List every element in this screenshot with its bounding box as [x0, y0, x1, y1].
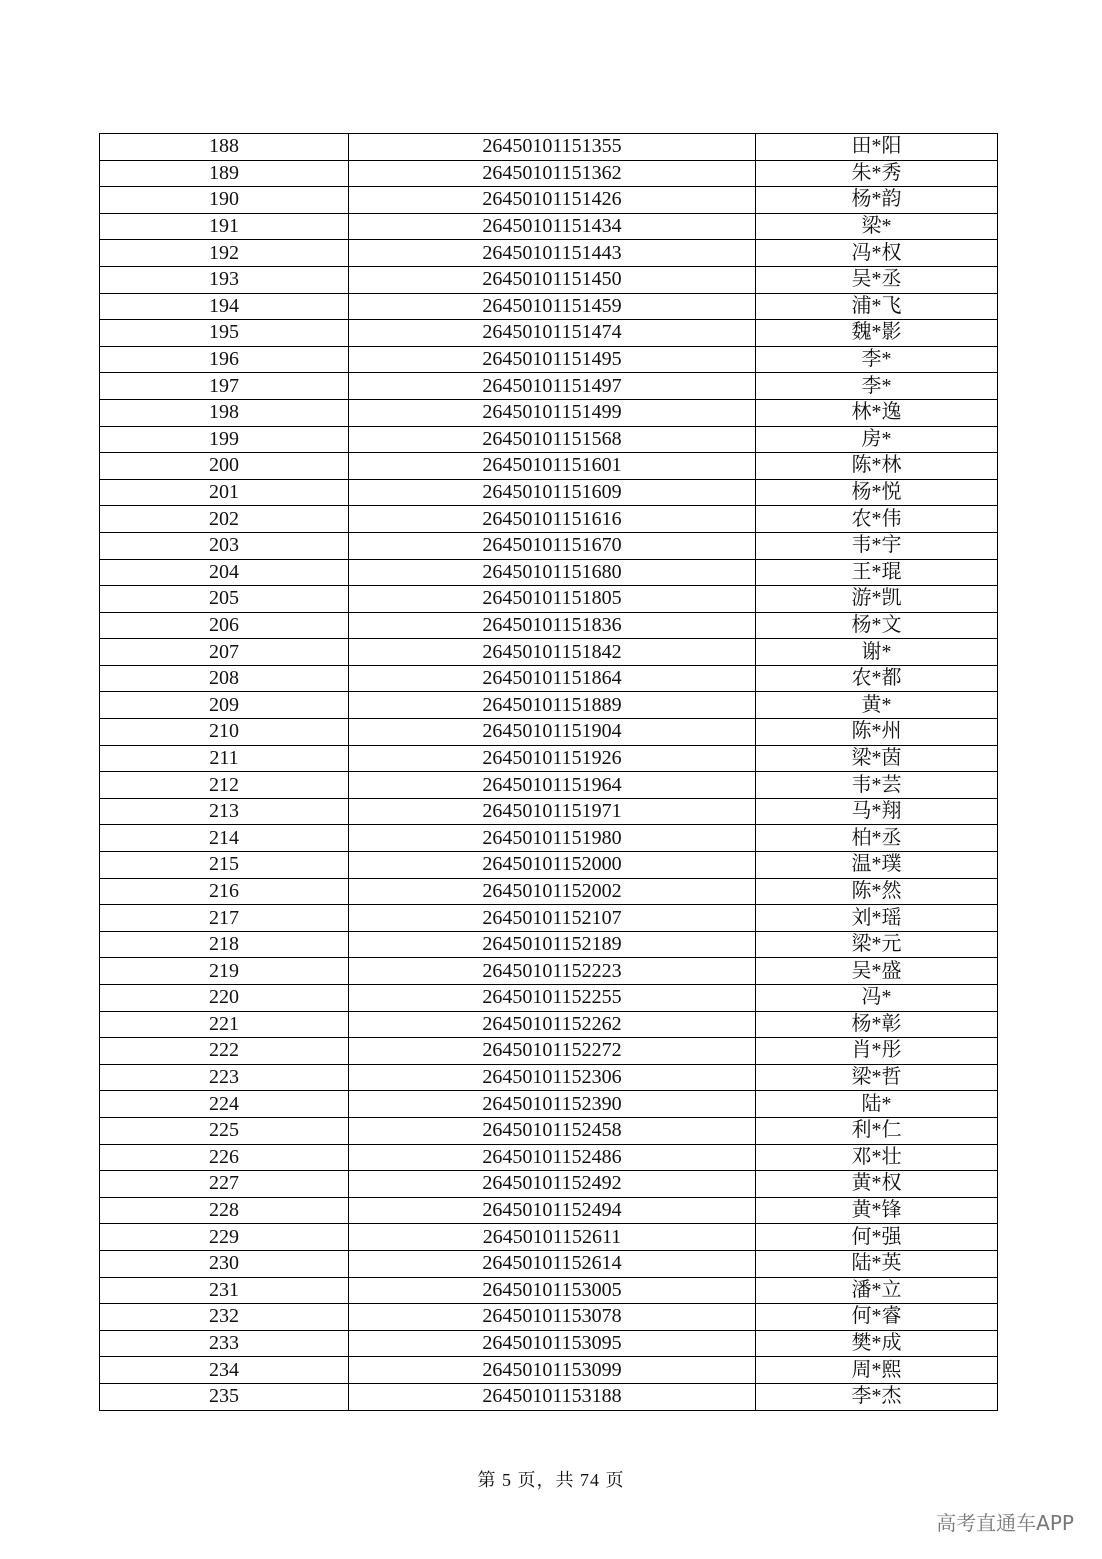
- candidate-name-cell: 吴*丞: [756, 266, 998, 293]
- candidate-name-cell: 邓*壮: [756, 1144, 998, 1171]
- table-row: [100, 931, 998, 958]
- table-row: [100, 905, 998, 932]
- candidate-id-cell: 26450101152306: [349, 1064, 756, 1091]
- table-row: [100, 745, 998, 772]
- candidate-name-cell: 马*翔: [756, 798, 998, 825]
- row-number-cell: 220: [100, 985, 349, 1012]
- app-watermark: 高考直通车APP: [936, 1511, 1074, 1535]
- table-row: [100, 772, 998, 799]
- table-row: [100, 665, 998, 692]
- candidate-id-cell: 26450101151805: [349, 586, 756, 613]
- candidate-name-cell: 梁*: [756, 213, 998, 240]
- candidate-id-cell: 26450101152189: [349, 931, 756, 958]
- row-number-cell: 214: [100, 825, 349, 852]
- candidate-name-cell: 吴*盛: [756, 958, 998, 985]
- row-number-cell: 219: [100, 958, 349, 985]
- candidate-name-cell: 李*: [756, 346, 998, 373]
- candidate-name-cell: 刘*瑶: [756, 905, 998, 932]
- table-row: [100, 559, 998, 586]
- candidate-id-cell: 26450101153095: [349, 1330, 756, 1357]
- candidate-name-cell: 黄*锋: [756, 1197, 998, 1224]
- table-row: [100, 187, 998, 214]
- page-number-footer: 第 5 页，共 74 页: [477, 1470, 625, 1490]
- candidate-name-cell: 梁*元: [756, 931, 998, 958]
- candidate-id-cell: 26450101152272: [349, 1038, 756, 1065]
- candidate-id-cell: 26450101151926: [349, 745, 756, 772]
- row-number-cell: 231: [100, 1277, 349, 1304]
- row-number-cell: 196: [100, 346, 349, 373]
- table-row: [100, 426, 998, 453]
- candidate-id-cell: 26450101151355: [349, 134, 756, 161]
- table-row: [100, 985, 998, 1012]
- candidate-id-cell: 26450101151670: [349, 532, 756, 559]
- table-row: [100, 692, 998, 719]
- candidate-id-cell: 26450101152611: [349, 1224, 756, 1251]
- table-row: [100, 878, 998, 905]
- candidate-name-cell: 梁*哲: [756, 1064, 998, 1091]
- candidate-id-cell: 26450101153099: [349, 1357, 756, 1384]
- row-number-cell: 195: [100, 320, 349, 347]
- candidate-name-cell: 柏*丞: [756, 825, 998, 852]
- table-row: [100, 825, 998, 852]
- row-number-cell: 230: [100, 1250, 349, 1277]
- candidate-id-cell: 26450101151426: [349, 187, 756, 214]
- table-row: [100, 1064, 998, 1091]
- candidate-name-cell: 黄*权: [756, 1171, 998, 1198]
- candidate-id-cell: 26450101152223: [349, 958, 756, 985]
- candidate-id-cell: 26450101151474: [349, 320, 756, 347]
- table-row: [100, 320, 998, 347]
- row-number-cell: 190: [100, 187, 349, 214]
- candidate-id-cell: 26450101151499: [349, 399, 756, 426]
- table-row: [100, 1224, 998, 1251]
- candidate-name-cell: 樊*成: [756, 1330, 998, 1357]
- candidate-id-cell: 26450101151601: [349, 453, 756, 480]
- table-row: [100, 1144, 998, 1171]
- row-number-cell: 199: [100, 426, 349, 453]
- table-row: [100, 293, 998, 320]
- row-number-cell: 232: [100, 1304, 349, 1331]
- row-number-cell: 222: [100, 1038, 349, 1065]
- candidate-id-cell: 26450101152255: [349, 985, 756, 1012]
- table-row: [100, 532, 998, 559]
- candidate-name-cell: 林*逸: [756, 399, 998, 426]
- candidate-id-cell: 26450101152390: [349, 1091, 756, 1118]
- candidate-name-cell: 冯*权: [756, 240, 998, 267]
- candidate-name-cell: 杨*韵: [756, 187, 998, 214]
- candidate-name-cell: 温*璞: [756, 852, 998, 879]
- row-number-cell: 221: [100, 1011, 349, 1038]
- candidate-id-cell: 26450101151568: [349, 426, 756, 453]
- candidate-id-cell: 26450101151434: [349, 213, 756, 240]
- candidate-id-cell: 26450101151497: [349, 373, 756, 400]
- row-number-cell: 217: [100, 905, 349, 932]
- row-number-cell: 205: [100, 586, 349, 613]
- row-number-cell: 202: [100, 506, 349, 533]
- candidate-name-cell: 何*睿: [756, 1304, 998, 1331]
- table-row: [100, 1277, 998, 1304]
- candidate-id-cell: 26450101152492: [349, 1171, 756, 1198]
- row-number-cell: 218: [100, 931, 349, 958]
- candidate-id-cell: 26450101151609: [349, 479, 756, 506]
- row-number-cell: 191: [100, 213, 349, 240]
- candidate-id-cell: 26450101151450: [349, 266, 756, 293]
- candidate-id-cell: 26450101151889: [349, 692, 756, 719]
- row-number-cell: 209: [100, 692, 349, 719]
- row-number-cell: 203: [100, 532, 349, 559]
- row-number-cell: 194: [100, 293, 349, 320]
- candidate-id-cell: 26450101151980: [349, 825, 756, 852]
- candidate-name-cell: 王*琨: [756, 559, 998, 586]
- row-number-cell: 188: [100, 134, 349, 161]
- candidate-id-cell: 26450101153078: [349, 1304, 756, 1331]
- row-number-cell: 207: [100, 639, 349, 666]
- table-row: [100, 134, 998, 161]
- candidate-name-cell: 韦*芸: [756, 772, 998, 799]
- table-row: [100, 1038, 998, 1065]
- row-number-cell: 189: [100, 160, 349, 187]
- row-number-cell: 197: [100, 373, 349, 400]
- candidate-id-cell: 26450101151964: [349, 772, 756, 799]
- table-row: [100, 1011, 998, 1038]
- candidate-name-cell: 游*凯: [756, 586, 998, 613]
- row-number-cell: 210: [100, 719, 349, 746]
- table-row: [100, 160, 998, 187]
- table-row: [100, 1197, 998, 1224]
- table-row: [100, 1383, 998, 1410]
- row-number-cell: 193: [100, 266, 349, 293]
- table-row: [100, 1117, 998, 1144]
- candidate-id-cell: 26450101152614: [349, 1250, 756, 1277]
- table-row: [100, 453, 998, 480]
- candidate-id-cell: 26450101153188: [349, 1383, 756, 1410]
- candidate-id-cell: 26450101151680: [349, 559, 756, 586]
- row-number-cell: 201: [100, 479, 349, 506]
- table-row: [100, 612, 998, 639]
- candidate-name-cell: 肖*彤: [756, 1038, 998, 1065]
- candidate-name-cell: 韦*宇: [756, 532, 998, 559]
- candidate-id-cell: 26450101151495: [349, 346, 756, 373]
- row-number-cell: 226: [100, 1144, 349, 1171]
- table-row: [100, 506, 998, 533]
- candidate-name-cell: 黄*: [756, 692, 998, 719]
- table-row: [100, 399, 998, 426]
- table-row: [100, 958, 998, 985]
- candidate-name-cell: 房*: [756, 426, 998, 453]
- row-number-cell: 204: [100, 559, 349, 586]
- row-number-cell: 234: [100, 1357, 349, 1384]
- row-number-cell: 228: [100, 1197, 349, 1224]
- table-row: [100, 1330, 998, 1357]
- candidate-name-cell: 陈*林: [756, 453, 998, 480]
- candidate-name-cell: 陆*英: [756, 1250, 998, 1277]
- candidate-id-cell: 26450101152262: [349, 1011, 756, 1038]
- candidate-name-cell: 陈*州: [756, 719, 998, 746]
- table-row: [100, 373, 998, 400]
- candidate-id-cell: 26450101152494: [349, 1197, 756, 1224]
- candidate-id-cell: 26450101152000: [349, 852, 756, 879]
- row-number-cell: 192: [100, 240, 349, 267]
- candidate-id-cell: 26450101152107: [349, 905, 756, 932]
- candidate-name-cell: 朱*秀: [756, 160, 998, 187]
- row-number-cell: 224: [100, 1091, 349, 1118]
- row-number-cell: 223: [100, 1064, 349, 1091]
- table-row: [100, 586, 998, 613]
- candidate-name-cell: 田*阳: [756, 134, 998, 161]
- roster-table-body: [100, 134, 998, 1411]
- row-number-cell: 206: [100, 612, 349, 639]
- row-number-cell: 212: [100, 772, 349, 799]
- candidate-name-cell: 陈*然: [756, 878, 998, 905]
- candidate-id-cell: 26450101151904: [349, 719, 756, 746]
- candidate-name-cell: 谢*: [756, 639, 998, 666]
- table-row: [100, 346, 998, 373]
- table-row: [100, 213, 998, 240]
- candidate-name-cell: 利*仁: [756, 1117, 998, 1144]
- candidate-name-cell: 杨*彰: [756, 1011, 998, 1038]
- roster-table-container: [99, 133, 997, 1411]
- candidate-name-cell: 潘*立: [756, 1277, 998, 1304]
- row-number-cell: 233: [100, 1330, 349, 1357]
- row-number-cell: 213: [100, 798, 349, 825]
- candidate-id-cell: 26450101151864: [349, 665, 756, 692]
- candidate-name-cell: 农*伟: [756, 506, 998, 533]
- row-number-cell: 208: [100, 665, 349, 692]
- table-row: [100, 1091, 998, 1118]
- row-number-cell: 215: [100, 852, 349, 879]
- roster-table: [99, 133, 998, 1411]
- table-row: [100, 719, 998, 746]
- candidate-name-cell: 农*都: [756, 665, 998, 692]
- candidate-name-cell: 李*: [756, 373, 998, 400]
- row-number-cell: 216: [100, 878, 349, 905]
- row-number-cell: 229: [100, 1224, 349, 1251]
- candidate-name-cell: 冯*: [756, 985, 998, 1012]
- candidate-name-cell: 杨*悦: [756, 479, 998, 506]
- candidate-id-cell: 26450101151971: [349, 798, 756, 825]
- candidate-name-cell: 浦*飞: [756, 293, 998, 320]
- candidate-id-cell: 26450101153005: [349, 1277, 756, 1304]
- table-row: [100, 1304, 998, 1331]
- candidate-name-cell: 周*熙: [756, 1357, 998, 1384]
- table-row: [100, 1357, 998, 1384]
- candidate-name-cell: 李*杰: [756, 1383, 998, 1410]
- table-row: [100, 266, 998, 293]
- row-number-cell: 227: [100, 1171, 349, 1198]
- table-row: [100, 798, 998, 825]
- table-row: [100, 639, 998, 666]
- candidate-id-cell: 26450101151842: [349, 639, 756, 666]
- candidate-id-cell: 26450101151443: [349, 240, 756, 267]
- row-number-cell: 225: [100, 1117, 349, 1144]
- table-row: [100, 240, 998, 267]
- candidate-name-cell: 魏*影: [756, 320, 998, 347]
- table-row: [100, 1250, 998, 1277]
- candidate-name-cell: 陆*: [756, 1091, 998, 1118]
- candidate-id-cell: 26450101151616: [349, 506, 756, 533]
- candidate-id-cell: 26450101152002: [349, 878, 756, 905]
- candidate-id-cell: 26450101152458: [349, 1117, 756, 1144]
- table-row: [100, 479, 998, 506]
- table-row: [100, 852, 998, 879]
- candidate-name-cell: 何*强: [756, 1224, 998, 1251]
- candidate-name-cell: 梁*茵: [756, 745, 998, 772]
- candidate-id-cell: 26450101151459: [349, 293, 756, 320]
- candidate-name-cell: 杨*文: [756, 612, 998, 639]
- row-number-cell: 211: [100, 745, 349, 772]
- row-number-cell: 235: [100, 1383, 349, 1410]
- table-row: [100, 1171, 998, 1198]
- row-number-cell: 200: [100, 453, 349, 480]
- candidate-id-cell: 26450101151836: [349, 612, 756, 639]
- candidate-id-cell: 26450101151362: [349, 160, 756, 187]
- candidate-id-cell: 26450101152486: [349, 1144, 756, 1171]
- row-number-cell: 198: [100, 399, 349, 426]
